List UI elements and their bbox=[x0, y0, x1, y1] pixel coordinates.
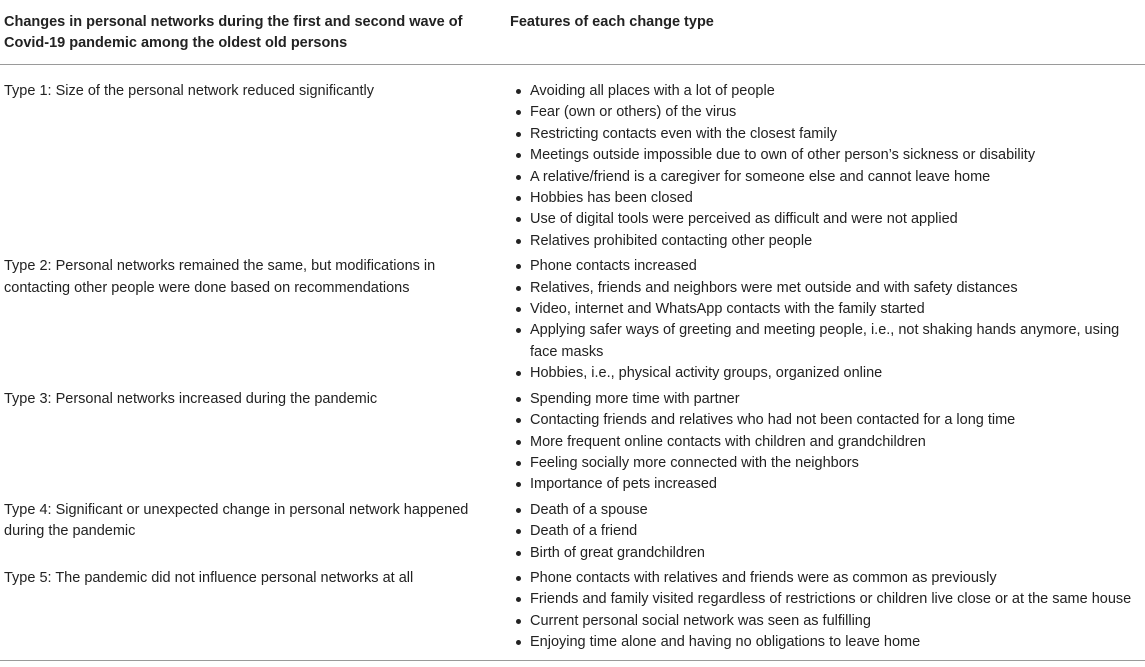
feature-list bbox=[510, 389, 1141, 496]
header-changes: Changes in personal networks during the first and second wave of Covid-19 pandemic among the oldest old persons bbox=[0, 0, 506, 65]
feature-item: Importance of pets increased bbox=[510, 474, 1141, 495]
feature-item: Relatives, friends and neighbors were met outside and with safety distances bbox=[510, 278, 1141, 299]
table-body bbox=[0, 65, 1145, 661]
feature-item: Death of a spouse bbox=[510, 500, 1141, 521]
feature-item: Relatives prohibited contacting other people bbox=[510, 231, 1141, 252]
feature-item: Feeling socially more connected with the neighbors bbox=[510, 453, 1141, 474]
feature-item: Phone contacts increased bbox=[510, 256, 1141, 277]
feature-item: Friends and family visited regardless of restrictions or children live close or at the same house bbox=[510, 589, 1141, 610]
feature-item: Applying safer ways of greeting and meeting people, i.e., not shaking hands anymore, using face masks bbox=[510, 320, 1141, 363]
feature-item: Phone contacts with relatives and friends were as common as previously bbox=[510, 568, 1141, 589]
table-row-type-5 bbox=[0, 564, 1145, 660]
feature-item: Meetings outside impossible due to own of other person’s sickness or disability bbox=[510, 145, 1141, 166]
feature-item: Current personal social network was seen as fulfilling bbox=[510, 611, 1141, 632]
header-features: Features of each change type bbox=[506, 0, 1145, 65]
table-row-type-3 bbox=[0, 385, 1145, 496]
feature-item: Spending more time with partner bbox=[510, 389, 1141, 410]
feature-item: Birth of great grandchildren bbox=[510, 543, 1141, 564]
feature-item: A relative/friend is a caregiver for someone else and cannot leave home bbox=[510, 167, 1141, 188]
type-label: Type 3: Personal networks increased during the pandemic bbox=[4, 390, 378, 407]
feature-list bbox=[510, 568, 1141, 654]
feature-list bbox=[510, 256, 1141, 384]
table-row-type-2 bbox=[0, 252, 1145, 384]
feature-item: More frequent online contacts with children and grandchildren bbox=[510, 432, 1141, 453]
feature-item: Use of digital tools were perceived as difficult and were not applied bbox=[510, 209, 1141, 230]
feature-item: Hobbies has been closed bbox=[510, 188, 1141, 209]
type-label: Type 4: Significant or unexpected change in personal network happened during the pandemic bbox=[4, 501, 469, 540]
features-cell bbox=[506, 252, 1145, 384]
feature-list bbox=[510, 81, 1141, 252]
table-header bbox=[0, 0, 1145, 65]
feature-item: Restricting contacts even with the closest family bbox=[510, 124, 1141, 145]
feature-item: Death of a friend bbox=[510, 521, 1141, 542]
type-label: Type 1: Size of the personal network reduced significantly bbox=[4, 83, 374, 99]
table-row-type-1 bbox=[0, 65, 1145, 253]
type-label: Type 2: Personal networks remained the same, but modifications in contacting other people were done based on recommendations bbox=[4, 258, 436, 296]
features-cell bbox=[506, 496, 1145, 564]
table-row-type-4 bbox=[0, 496, 1145, 564]
header-row bbox=[0, 0, 1145, 65]
features-cell bbox=[506, 385, 1145, 496]
features-cell bbox=[506, 65, 1145, 253]
feature-item: Hobbies, i.e., physical activity groups, organized online bbox=[510, 363, 1141, 384]
feature-item: Avoiding all places with a lot of people bbox=[510, 81, 1141, 102]
feature-item: Fear (own or others) of the virus bbox=[510, 102, 1141, 123]
feature-item: Contacting friends and relatives who had not been contacted for a long time bbox=[510, 410, 1141, 431]
feature-item: Video, internet and WhatsApp contacts with the family started bbox=[510, 299, 1141, 320]
features-cell bbox=[506, 564, 1145, 660]
feature-list bbox=[510, 500, 1141, 564]
feature-item: Enjoying time alone and having no obligations to leave home bbox=[510, 632, 1141, 653]
type-label: Type 5: The pandemic did not influence personal networks at all bbox=[0, 564, 506, 660]
